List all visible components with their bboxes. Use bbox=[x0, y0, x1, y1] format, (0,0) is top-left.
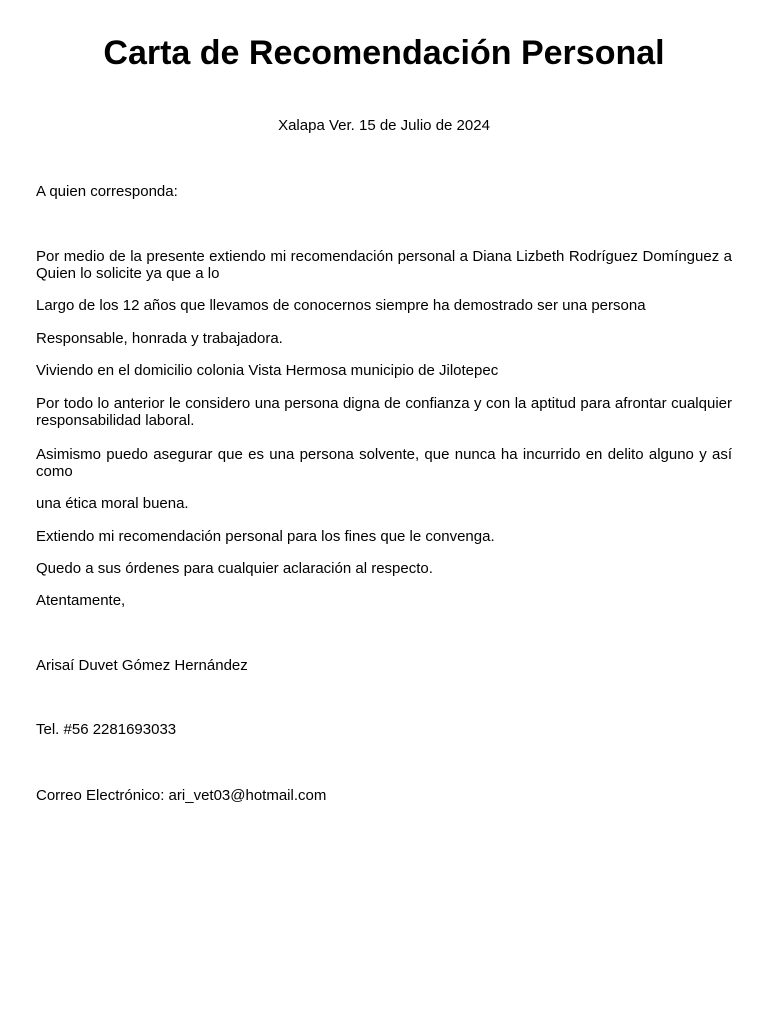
phone-number: Tel. #56 2281693033 bbox=[36, 721, 177, 738]
salutation: A quien corresponda: bbox=[36, 183, 178, 200]
place-date: Xalapa Ver. 15 de Julio de 2024 bbox=[278, 117, 490, 134]
paragraph-purpose: Extiendo mi recomendación personal para los fines que le convenga. bbox=[36, 528, 495, 545]
paragraph-ethics: una ética moral buena. bbox=[36, 495, 189, 512]
paragraph-intro: Por medio de la presente extiendo mi recomendación personal a Diana Lizbeth Rodríguez Domínguez a Quien lo solicite ya que a lo bbox=[36, 248, 732, 282]
paragraph-address: Viviendo en el domicilio colonia Vista Hermosa municipio de Jilotepec bbox=[36, 362, 499, 379]
page-title: Carta de Recomendación Personal bbox=[103, 34, 665, 72]
paragraph-solvency: Asimismo puedo asegurar que es una persona solvente, que nunca ha incurrido en delito alguno y así como bbox=[36, 446, 732, 480]
paragraph-years: Largo de los 12 años que llevamos de conocernos siempre ha demostrado ser una persona bbox=[36, 297, 646, 314]
email-address: Correo Electrónico: ari_vet03@hotmail.com bbox=[36, 787, 327, 804]
paragraph-availability: Quedo a sus órdenes para cualquier aclaración al respecto. bbox=[36, 560, 433, 577]
paragraph-qualities: Responsable, honrada y trabajadora. bbox=[36, 330, 283, 347]
signer-name: Arisaí Duvet Gómez Hernández bbox=[36, 657, 248, 674]
paragraph-trust: Por todo lo anterior le considero una persona digna de confianza y con la aptitud para afrontar cualquier responsabilidad laboral. bbox=[36, 395, 732, 429]
closing: Atentamente, bbox=[36, 592, 126, 609]
